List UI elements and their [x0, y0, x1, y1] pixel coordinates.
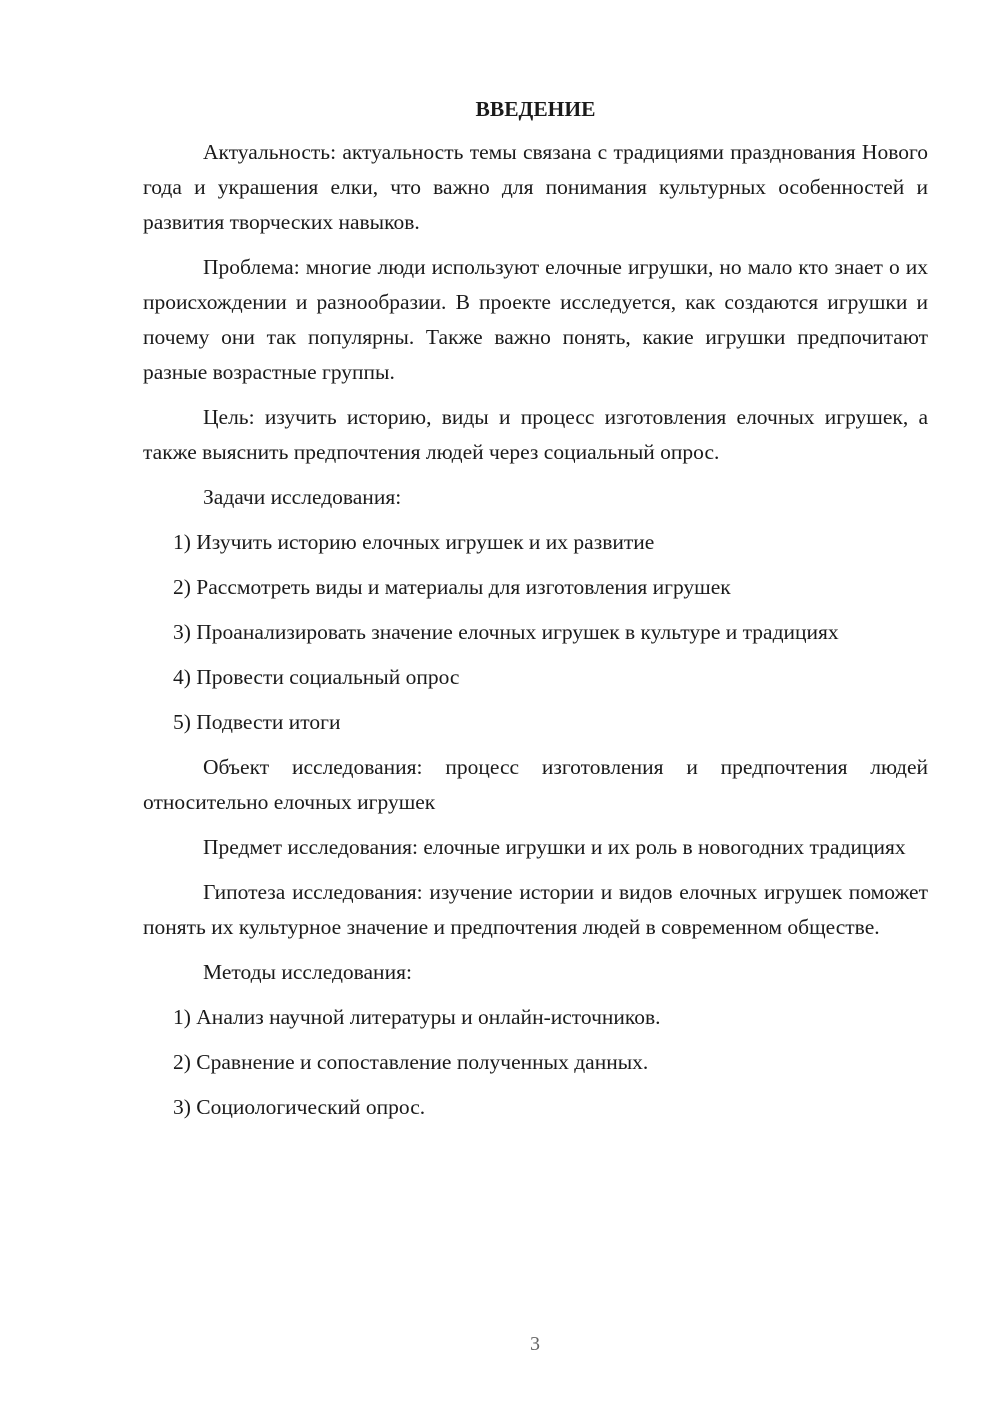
object-paragraph: Объект исследования: процесс изготовления и предпочтения людей относительно елочных игрушек: [143, 755, 928, 814]
methods-heading: Методы исследования:: [203, 960, 412, 984]
page-number: 3: [530, 1333, 540, 1355]
relevance-paragraph: Актуальность: актуальность темы связана с традициями празднования Нового года и украшения елки, что важно для понимания культурных особенностей и развития творческих навыков.: [143, 140, 928, 234]
subject-paragraph: Предмет исследования: елочные игрушки и их роль в новогодних традициях: [203, 835, 906, 859]
method-item: 1) Анализ научной литературы и онлайн-источников.: [173, 1005, 661, 1029]
method-item: 3) Социологический опрос.: [173, 1095, 426, 1119]
task-item: 5) Подвести итоги: [173, 710, 341, 734]
tasks-heading: Задачи исследования:: [203, 485, 402, 509]
task-item: 4) Провести социальный опрос: [173, 665, 460, 689]
method-item: 2) Сравнение и сопоставление полученных данных.: [173, 1050, 649, 1074]
problem-paragraph: Проблема: многие люди используют елочные игрушки, но мало кто знает о их происхождении и разнообразии. В проекте исследуется, как создаются игрушки и почему они так популярны. Также важно понять, какие игрушки предпочитают разные возрастные группы.: [143, 255, 928, 384]
document-page: [143, 92, 928, 1135]
task-item: 2) Рассмотреть виды и материалы для изготовления игрушек: [173, 575, 731, 599]
task-item: 1) Изучить историю елочных игрушек и их развитие: [173, 530, 655, 554]
goal-paragraph: Цель: изучить историю, виды и процесс изготовления елочных игрушек, а также выяснить предпочтения людей через социальный опрос.: [143, 405, 928, 464]
task-item: 3) Проанализировать значение елочных игрушек в культуре и традициях: [173, 620, 839, 644]
page-title: ВВЕДЕНИЕ: [475, 97, 596, 121]
hypothesis-paragraph: Гипотеза исследования: изучение истории и видов елочных игрушек поможет понять их культурное значение и предпочтения людей в современном обществе.: [143, 880, 928, 939]
